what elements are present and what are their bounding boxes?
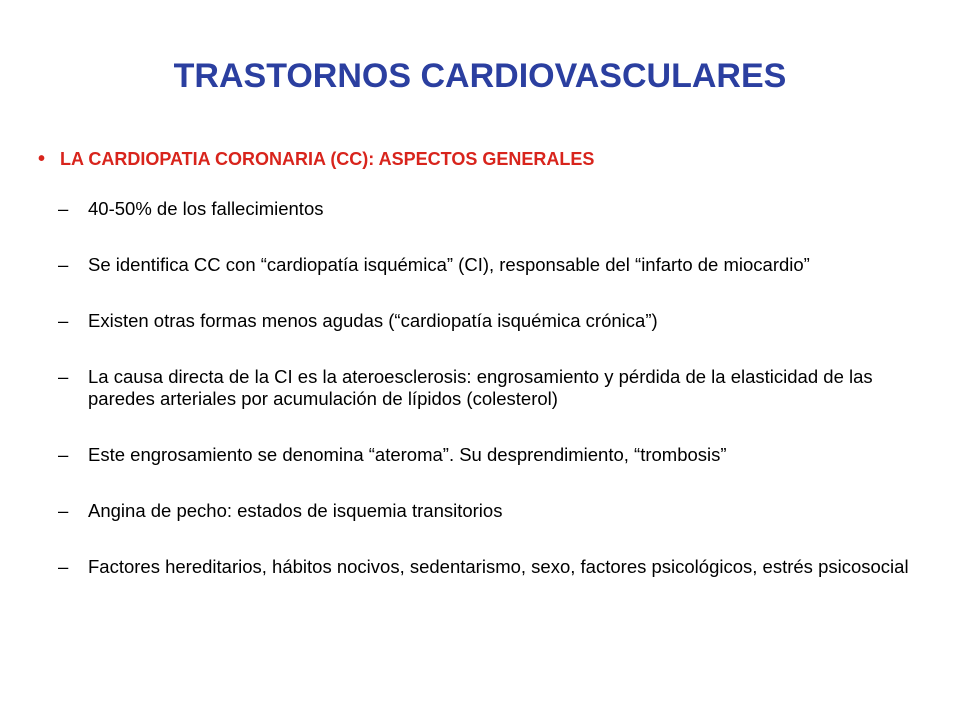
dash-marker: – — [58, 310, 69, 331]
bullet-heading: LA CARDIOPATIA CORONARIA (CC): ASPECTOS GENERALES — [60, 149, 595, 169]
list-item — [58, 254, 918, 276]
dash-marker: – — [58, 444, 69, 465]
dash-marker: – — [58, 254, 69, 275]
list-item — [58, 198, 918, 220]
list-item — [58, 310, 918, 332]
list-item-text: 40-50% de los fallecimientos — [88, 198, 324, 219]
list-item — [58, 556, 918, 578]
list-item — [58, 366, 918, 410]
slide-title: TRASTORNOS CARDIOVASCULARES — [173, 57, 787, 95]
list-item-text: Se identifica CC con “cardiopatía isquémica” (CI), responsable del “infarto de miocardio” — [88, 254, 810, 275]
list-item-text: Este engrosamiento se denomina “ateroma”. Su desprendimiento, “trombosis” — [88, 444, 727, 465]
list-item-text: Angina de pecho: estados de isquemia transitorios — [88, 500, 503, 521]
dash-marker: – — [58, 500, 69, 521]
dash-marker: – — [58, 366, 69, 387]
sub-bullet-list — [58, 198, 918, 612]
dash-marker: – — [58, 198, 69, 219]
bullet-marker: • — [38, 148, 46, 170]
list-item-text: La causa directa de la CI es la ateroesclerosis: engrosamiento y pérdida de la elasticidad de las paredes arteriales por acumulación de lípidos (colesterol) — [88, 366, 873, 409]
list-item — [58, 444, 918, 466]
list-item-text: Existen otras formas menos agudas (“cardiopatía isquémica crónica”) — [88, 310, 658, 331]
list-item — [58, 500, 918, 522]
list-item-text: Factores hereditarios, hábitos nocivos, sedentarismo, sexo, factores psicológicos, estrés psicosocial — [88, 556, 909, 577]
dash-marker: – — [58, 556, 69, 577]
